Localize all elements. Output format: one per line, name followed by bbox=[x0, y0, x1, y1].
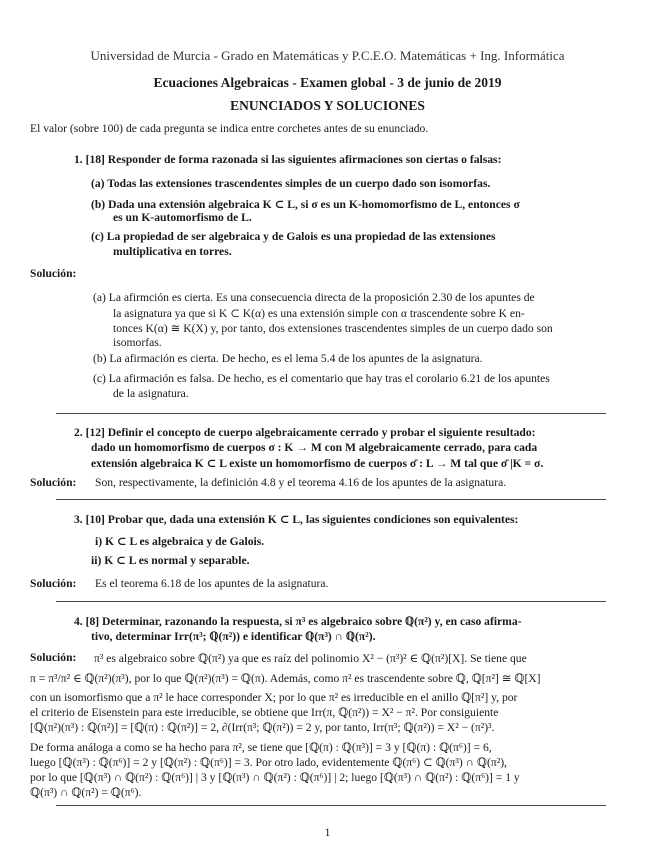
question-3-statement: 3. [10] Probar que, dada una extensión K ⊂ L, las siguientes condiciones son equivalentes: bbox=[74, 513, 519, 526]
question-1b-line1: (b) Dada una extensión algebraica K ⊂ L, si σ es un K-homomorfismo de L, entonces σ bbox=[91, 198, 520, 211]
solution-1a-line3: tonces K(α) ≅ K(X) y, por tanto, dos extensiones trascendentes simples de un cuerpo dado son bbox=[113, 322, 553, 335]
question-4-line2: tivo, determinar Irr(π³; ℚ(π²)) e identificar ℚ(π³) ∩ ℚ(π²). bbox=[91, 630, 376, 643]
question-1c-line2: multiplicativa en torres. bbox=[113, 245, 232, 258]
question-4-line1: 4. [8] Determinar, razonando la respuesta, si π³ es algebraico sobre ℚ(π²) y, en caso afirma- bbox=[74, 615, 522, 628]
question-1b-line2: es un K-automorfismo de L. bbox=[113, 211, 252, 224]
question-2-line3: extensión algebraica K ⊂ L existe un homomorfismo de cuerpos σ̄ : L → M tal que σ̄ |K = σ. bbox=[91, 457, 544, 470]
solution-4-line1: π³ es algebraico sobre ℚ(π²) ya que es raíz del polinomio X² − (π³)² ∈ ℚ(π²)[X]. Se tiene que bbox=[94, 652, 527, 665]
solution-4-line9: ℚ(π³) ∩ ℚ(π²) = ℚ(π⁶). bbox=[30, 786, 142, 799]
question-2-line2: dado un homomorfismo de cuerpos σ : K → M con M algebraicamente cerrado, para cada bbox=[91, 441, 538, 454]
question-1c-line1: (c) La propiedad de ser algebraica y de Galois es una propiedad de las extensiones bbox=[91, 230, 496, 243]
question-2-solution-label: Solución: bbox=[30, 476, 77, 489]
section-title: ENUNCIADOS Y SOLUCIONES bbox=[230, 98, 425, 113]
intro-text: El valor (sobre 100) de cada pregunta se indica entre corchetes antes de su enunciado. bbox=[30, 122, 429, 135]
solution-4-line7: luego [ℚ(π³) : ℚ(π⁶)] = 2 y [ℚ(π²) : ℚ(π⁶)] = 3. Por otro lado, evidentemente ℚ(π⁶) ⊂ ℚ(π³) ∩ ℚ(π²), bbox=[30, 756, 507, 769]
university-header: Universidad de Murcia - Grado en Matemáticas y P.C.E.O. Matemáticas + Ing. Informática bbox=[90, 48, 565, 63]
solution-1a-line2: la asignatura ya que si K ⊂ K(α) es una extensión simple con α trascendente sobre K en- bbox=[113, 307, 525, 320]
solution-4-line4: el criterio de Eisenstein para este irreducible, se obtiene que Irr(π, ℚ(π²)) = X² − π². Por consiguiente bbox=[30, 706, 499, 719]
question-1-solution-label: Solución: bbox=[30, 267, 77, 280]
separator-rule bbox=[56, 413, 606, 414]
question-3-condition-ii: ii) K ⊂ L es normal y separable. bbox=[91, 554, 250, 567]
question-2-solution: Son, respectivamente, la definición 4.8 y el teorema 4.16 de los apuntes de la asignatura. bbox=[95, 476, 507, 489]
solution-1c-line1: (c) La afirmación es falsa. De hecho, es el comentario que hay tras el corolario 6.21 de los apuntes bbox=[93, 372, 550, 385]
solution-4-line2: π = π³/π² ∈ ℚ(π²)(π³), por lo que ℚ(π²)(π³) = ℚ(π). Además, como π² es trascendente sobre ℚ, ℚ[π²] ≅ ℚ[X] bbox=[30, 672, 541, 685]
solution-4-line8: por lo que [ℚ(π³) ∩ ℚ(π²) : ℚ(π⁶)] | 3 y [ℚ(π³) ∩ ℚ(π²) : ℚ(π⁶)] | 2; luego [ℚ(π³) ∩ ℚ(π²) : ℚ(π⁶)] = 1 y bbox=[30, 771, 520, 784]
exam-title: Ecuaciones Algebraicas - Examen global - 3 de junio de 2019 bbox=[153, 75, 502, 90]
question-4-solution-label: Solución: bbox=[30, 651, 77, 664]
question-2-line1: 2. [12] Definir el concepto de cuerpo algebraicamente cerrado y probar el siguiente resultado: bbox=[74, 426, 536, 439]
solution-1a-line4: isomorfas. bbox=[113, 336, 162, 349]
solution-1a-line1: (a) La afirmción es cierta. Es una consecuencia directa de la proposición 2.30 de los apuntes de bbox=[93, 291, 535, 304]
solution-4-line5: [ℚ(π²)(π³) : ℚ(π²)] = [ℚ(π) : ℚ(π²)] = 2, ∂(Irr(π³; ℚ(π²)) = 2 y, por tanto, Irr(π³; ℚ(π²)) = X² − (π²)³. bbox=[30, 721, 495, 734]
question-3-solution: Es el teorema 6.18 de los apuntes de la asignatura. bbox=[95, 577, 329, 590]
separator-rule bbox=[56, 499, 606, 500]
separator-rule bbox=[56, 805, 606, 806]
question-1-statement: 1. [18] Responder de forma razonada si las siguientes afirmaciones son ciertas o falsas: bbox=[74, 153, 502, 166]
question-1a: (a) Todas las extensiones trascendentes simples de un cuerpo dado son isomorfas. bbox=[91, 177, 491, 190]
page-number: 1 bbox=[324, 826, 331, 839]
separator-rule bbox=[56, 601, 606, 602]
solution-1b: (b) La afirmación es cierta. De hecho, es el lema 5.4 de los apuntes de la asignatura. bbox=[93, 352, 483, 365]
solution-1c-line2: de la asignatura. bbox=[113, 387, 189, 400]
question-3-condition-i: i) K ⊂ L es algebraica y de Galois. bbox=[95, 535, 265, 548]
solution-4-line6: De forma análoga a como se ha hecho para π², se tiene que [ℚ(π) : ℚ(π³)] = 3 y [ℚ(π) : ℚ(π⁶)] = 6, bbox=[30, 741, 492, 754]
solution-4-line3: con un isomorfismo que a π² le hace corresponder X; por lo que π² es irreducible en el anillo ℚ[π²] y, por bbox=[30, 691, 518, 704]
question-3-solution-label: Solución: bbox=[30, 577, 77, 590]
